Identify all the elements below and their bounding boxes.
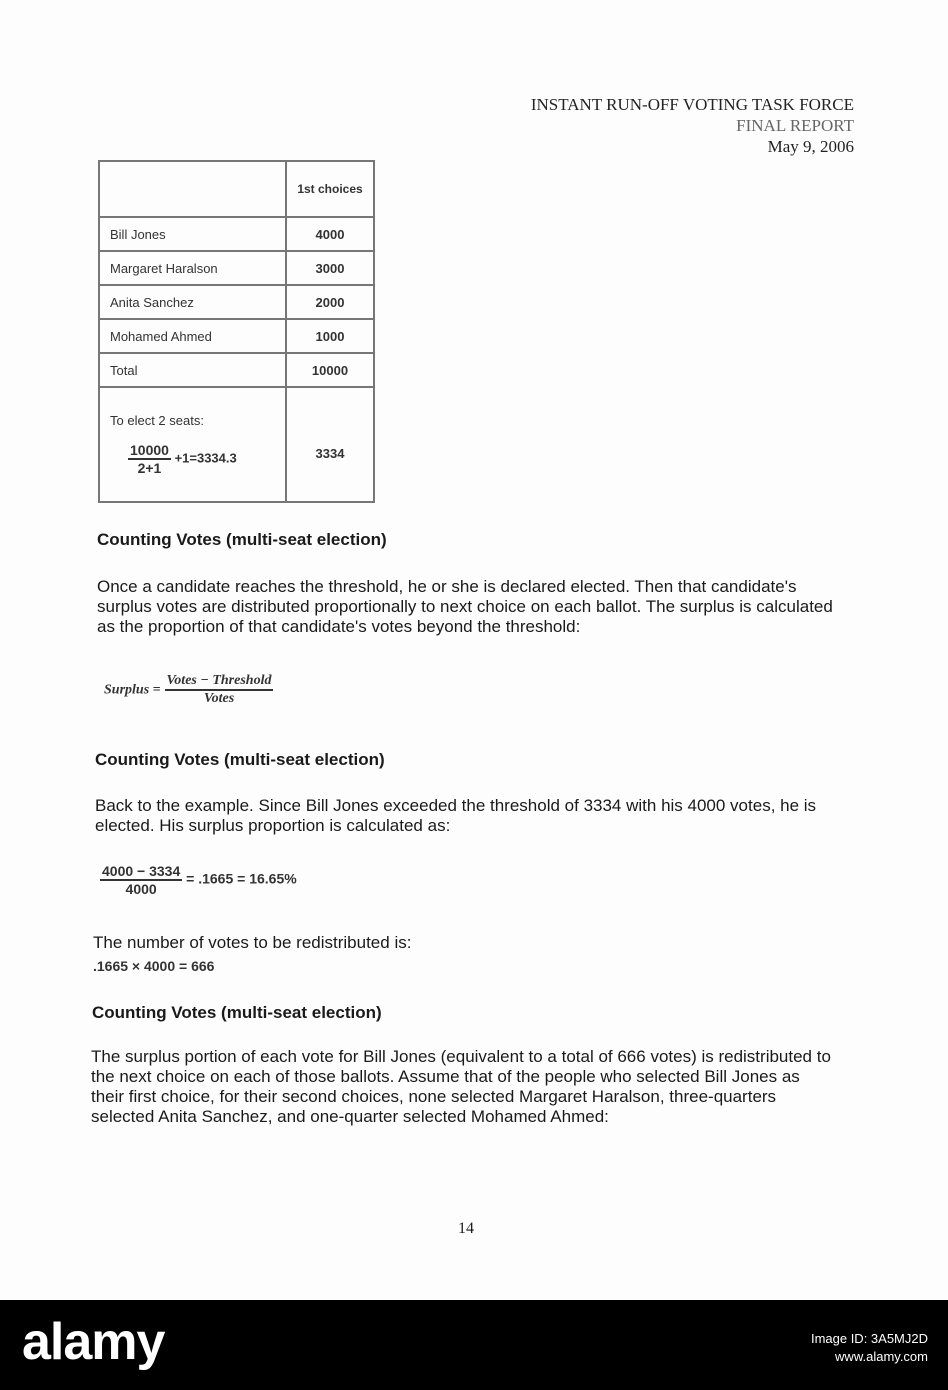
- total-value: 10000: [286, 353, 374, 387]
- image-id: Image ID: 3A5MJ2D: [810, 1331, 928, 1346]
- candidate-name: Bill Jones: [99, 217, 286, 251]
- candidate-name: Mohamed Ahmed: [99, 319, 286, 353]
- numerator: 10000: [130, 442, 169, 458]
- numerator: Votes − Threshold: [165, 673, 274, 691]
- table-row: [99, 285, 374, 319]
- paragraph: Back to the example. Since Bill Jones exceeded the threshold of 3334 with his 4000 votes, he is elected. His surplus proportion is calculated as:: [95, 796, 817, 835]
- footer-url: www.alamy.com: [835, 1349, 928, 1364]
- table-row-total: [99, 353, 374, 387]
- report-header: [531, 94, 854, 157]
- formula-rest: = .1665 = 16.65%: [186, 870, 297, 887]
- vote-count: 4000: [286, 217, 374, 251]
- alamy-logo: alamy: [22, 1313, 165, 1371]
- header-title: INSTANT RUN-OFF VOTING TASK FORCE: [530, 95, 854, 114]
- threshold-row: [99, 387, 374, 502]
- denominator: 2+1: [137, 460, 162, 476]
- header-date: May 9, 2006: [767, 137, 854, 156]
- formula-rest: +1=3334.3: [174, 450, 237, 466]
- empty-header-cell: [99, 161, 286, 217]
- elect-label: To elect 2 seats:: [110, 413, 204, 428]
- paragraph: The surplus portion of each vote for Bill Jones (equivalent to a total of 666 votes) is redistributed to the next choice on each of those ballots. Assume that of the people who selected Bill Jones as their first choice, for their second choices, none selected Margaret Haralson, three-quarters selected Anita Sanchez, and one-quarter selected Mohamed Ahmed:: [91, 1047, 831, 1126]
- surplus-formula: [104, 673, 273, 707]
- fraction: [100, 863, 182, 897]
- paragraph: Once a candidate reaches the threshold, he or she is declared elected. Then that candidate's surplus votes are distributed proportionally to next choice on each ballot. The surplus is calculated as the proportion of that candidate's votes beyond the threshold:: [97, 577, 833, 636]
- section-heading: Counting Votes (multi-seat election): [97, 530, 387, 549]
- col-header: 1st choices: [286, 161, 374, 217]
- first-choices-table: [98, 160, 375, 503]
- footer-info: [811, 1330, 928, 1366]
- numerator: 4000 − 3334: [102, 863, 181, 879]
- section-heading: Counting Votes (multi-seat election): [92, 1003, 382, 1022]
- denominator: 4000: [125, 881, 157, 897]
- table-row: [99, 319, 374, 353]
- vote-count: 1000: [286, 319, 374, 353]
- header-subtitle: FINAL REPORT: [736, 116, 854, 135]
- redistributed-formula: .1665 × 4000 = 666: [93, 958, 215, 974]
- threshold-cell: [99, 387, 286, 502]
- surplus-calculation: [100, 863, 297, 897]
- vote-count: 3000: [286, 251, 374, 285]
- section-heading: Counting Votes (multi-seat election): [95, 750, 385, 769]
- total-label: Total: [99, 353, 286, 387]
- table-row: [99, 251, 374, 285]
- watermark-footer: [0, 1300, 948, 1390]
- candidate-name: Anita Sanchez: [99, 285, 286, 319]
- table-row: [99, 217, 374, 251]
- fraction: [128, 442, 171, 476]
- threshold-formula: [110, 442, 275, 476]
- threshold-value: 3334: [286, 387, 374, 502]
- denominator: Votes: [203, 691, 235, 706]
- redistributed-label: The number of votes to be redistributed is:: [93, 933, 412, 952]
- page-number: 14: [458, 1220, 474, 1237]
- vote-count: 2000: [286, 285, 374, 319]
- candidate-name: Margaret Haralson: [99, 251, 286, 285]
- formula-lhs: Surplus =: [104, 682, 161, 698]
- fraction: [165, 673, 274, 707]
